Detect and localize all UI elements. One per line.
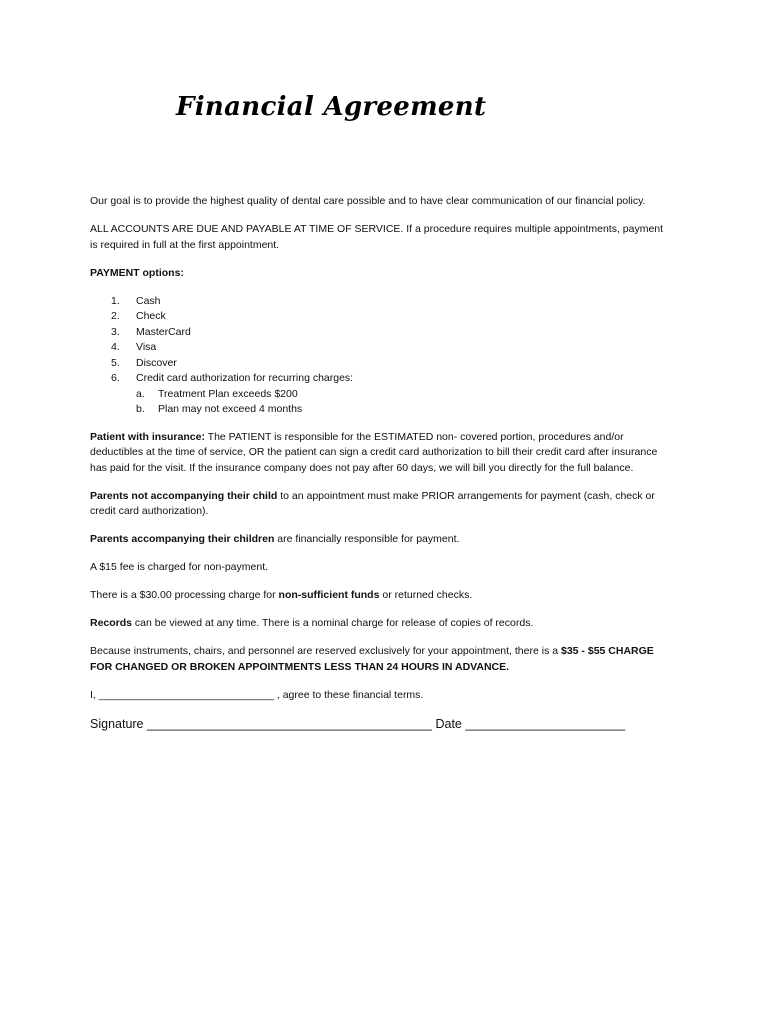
payment-option-credit-authorization [90,371,670,418]
payment-option-visa [90,340,670,356]
broken-appointments-text: Because instruments, chairs, and personnel are reserved exclusively for your appointment, there is a [90,645,561,657]
list-number: 3. [111,325,120,338]
sub-list-letter: a. [136,387,145,400]
records-paragraph [90,616,670,632]
nsf-paragraph [90,588,670,604]
intro-paragraph: Our goal is to provide the highest quality of dental care possible and to have clear communication of our financial policy. [90,195,646,207]
payment-option-check [90,309,670,325]
credit-authorization-conditions [136,387,670,418]
list-number: 5. [111,356,120,369]
parents-not-text: to an appointment must make PRIOR arrangements for payment (cash, check or credit card authorization). [90,489,655,517]
sub-list-label: Plan may not exceed 4 months [158,403,303,415]
nonpayment-fee-paragraph: A $15 fee is charged for non-payment. [90,561,269,573]
records-lead: Records [90,617,133,629]
list-item-label: Credit card authorization for recurring charges: [136,372,354,384]
nsf-after: or returned checks. [379,589,473,601]
list-item-label: Visa [136,341,157,353]
payment-option-discover [90,356,670,372]
broken-appointments-paragraph [90,644,670,675]
insurance-lead: Patient with insurance: [90,430,205,443]
sub-list-label: Treatment Plan exceeds $200 [158,387,298,400]
list-number: 2. [111,310,120,322]
records-text: can be viewed at any time. There is a nominal charge for release of copies of records. [132,617,534,629]
list-item-label: Discover [136,356,177,369]
page-title: Financial Agreement [176,92,487,122]
parents-accompanying-paragraph [90,532,670,548]
signature-date-line: Signature _________________________________________ Date _______________________ [90,716,626,731]
sub-list-item [136,387,670,403]
list-number: 1. [111,294,120,307]
payment-options-list [90,294,670,418]
parents-with-text: are financially responsible for payment. [274,533,460,545]
sub-list-letter: b. [136,403,145,415]
list-number: 6. [111,372,120,384]
insurance-paragraph [90,430,670,477]
list-item-label: Check [136,310,166,322]
list-item-label: Cash [136,294,161,307]
list-item-label: MasterCard [136,325,191,338]
parents-not-lead: Parents not accompanying their child [90,489,278,502]
insurance-text: The PATIENT is responsible for the ESTIMATED non- covered portion, procedures and/or deductibles at the time of service, OR the patient can sign a credit card authorization to bill their credit card after insurance has paid for the visit. If the insurance company does not pay after 60 days, we will bill you directly for the full balance. [90,430,658,474]
broken-appointments-bold: $35 - $55 CHARGE FOR CHANGED OR BROKEN APPOINTMENTS LESS THAN 24 HOURS IN ADVANCE. [90,645,654,673]
nsf-before: There is a $30.00 processing charge for [90,589,279,601]
payment-options-heading: PAYMENT options: [90,266,184,279]
parents-with-lead: Parents accompanying their children [90,533,275,545]
agree-terms-line: I, ______________________________ , agree to these financial terms. [90,688,424,701]
parents-not-accompanying-paragraph [90,489,670,520]
agreement-body [90,194,670,744]
payment-option-mastercard [90,325,670,341]
accounts-due-paragraph: ALL ACCOUNTS ARE DUE AND PAYABLE AT TIME OF SERVICE. If a procedure requires multiple appointments, payment is required in full at the first appointment. [90,223,664,251]
list-number: 4. [111,341,120,353]
payment-option-cash [90,294,670,310]
sub-list-item [136,402,670,418]
nsf-bold: non-sufficient funds [278,589,380,601]
